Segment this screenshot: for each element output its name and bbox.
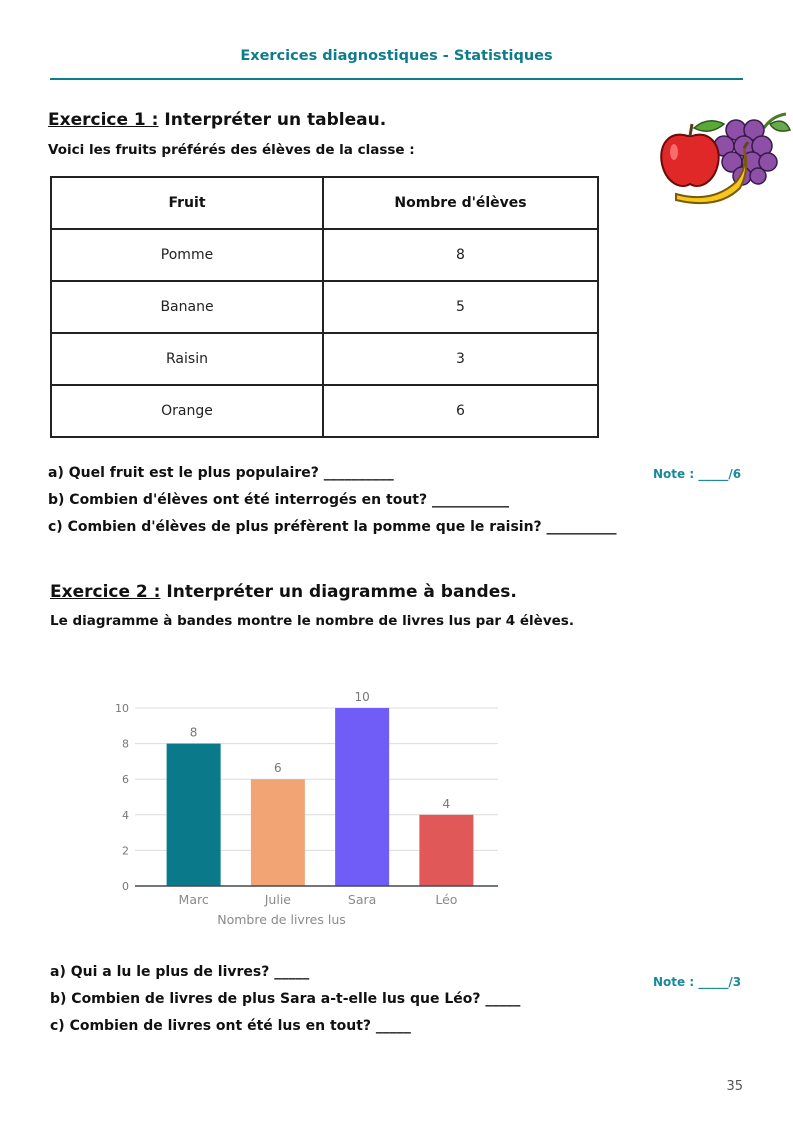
chart-bar xyxy=(167,744,221,886)
page-header-title: Exercices diagnostiques - Statistiques xyxy=(240,48,553,64)
chart-bar xyxy=(419,815,473,886)
chart-y-tick-label: 2 xyxy=(122,844,129,858)
chart-data-label: 4 xyxy=(442,796,451,811)
table-cell-fruit: Orange xyxy=(51,385,323,437)
table-row xyxy=(51,229,598,281)
exercise1-question-c: c) Combien d'élèves de plus préfèrent la pomme que le raisin? __________ xyxy=(48,519,617,535)
chart-x-ticks xyxy=(179,892,458,907)
chart-y-ticks xyxy=(115,702,129,893)
table-row xyxy=(51,333,598,385)
exercise1-question-b: b) Combien d'élèves ont été interrogés en tout? ___________ xyxy=(48,492,509,508)
table-cell-count: 6 xyxy=(323,385,598,437)
table-cell-fruit: Raisin xyxy=(51,333,323,385)
table-row xyxy=(51,385,598,437)
chart-x-tick-label: Léo xyxy=(435,892,458,907)
chart-y-tick-label: 8 xyxy=(122,737,129,751)
exercise1-question-a: a) Quel fruit est le plus populaire? __________ xyxy=(48,465,394,481)
table-header-fruit: Fruit xyxy=(51,177,323,229)
chart-data-label: 6 xyxy=(274,761,282,776)
fruit-basket-icon xyxy=(652,108,792,208)
table-cell-fruit: Pomme xyxy=(51,229,323,281)
chart-x-axis-label: Nombre de livres lus xyxy=(217,912,346,927)
chart-data-label: 8 xyxy=(189,725,198,740)
exercise2-number: Exercice 2 : xyxy=(50,582,161,602)
exercise1-number: Exercice 1 : xyxy=(48,110,159,130)
table-cell-fruit: Banane xyxy=(51,281,323,333)
table-row xyxy=(51,281,598,333)
chart-data-label: 10 xyxy=(354,690,370,704)
exercise1-note: Note : _____/6 xyxy=(653,467,742,481)
chart-x-tick-label: Marc xyxy=(178,892,209,907)
table-header-row xyxy=(51,177,598,229)
chart-y-tick-label: 10 xyxy=(115,702,129,715)
bar-chart xyxy=(100,680,520,930)
exercise2-question-a: a) Qui a lu le plus de livres? _____ xyxy=(50,964,310,980)
exercise1-heading xyxy=(48,110,386,130)
exercise2-title: Interpréter un diagramme à bandes. xyxy=(160,582,517,602)
chart-y-tick-label: 4 xyxy=(122,808,129,822)
chart-x-tick-label: Sara xyxy=(347,892,377,907)
exercise2-question-b: b) Combien de livres de plus Sara a-t-elle lus que Léo? _____ xyxy=(50,991,521,1007)
page-number: 35 xyxy=(726,1079,743,1094)
header-divider xyxy=(50,78,743,80)
chart-bar xyxy=(335,708,389,886)
exercise2-note: Note : _____/3 xyxy=(653,975,742,989)
table-cell-count: 3 xyxy=(323,333,598,385)
chart-y-tick-label: 0 xyxy=(122,880,129,893)
chart-bars xyxy=(167,708,474,886)
exercise1-intro: Voici les fruits préférés des élèves de la classe : xyxy=(48,142,415,158)
table-cell-count: 8 xyxy=(323,229,598,281)
chart-bar xyxy=(251,779,305,886)
chart-y-tick-label: 6 xyxy=(122,773,129,787)
exercise2-question-c: c) Combien de livres ont été lus en tout? _____ xyxy=(50,1018,411,1034)
exercise1-title: Interpréter un tableau. xyxy=(158,110,387,130)
table-header-count: Nombre d'élèves xyxy=(323,177,598,229)
chart-x-tick-label: Julie xyxy=(264,892,291,907)
exercise2-heading xyxy=(50,582,517,602)
exercise2-intro: Le diagramme à bandes montre le nombre de livres lus par 4 élèves. xyxy=(50,613,574,629)
fruit-table xyxy=(50,176,599,438)
table-cell-count: 5 xyxy=(323,281,598,333)
